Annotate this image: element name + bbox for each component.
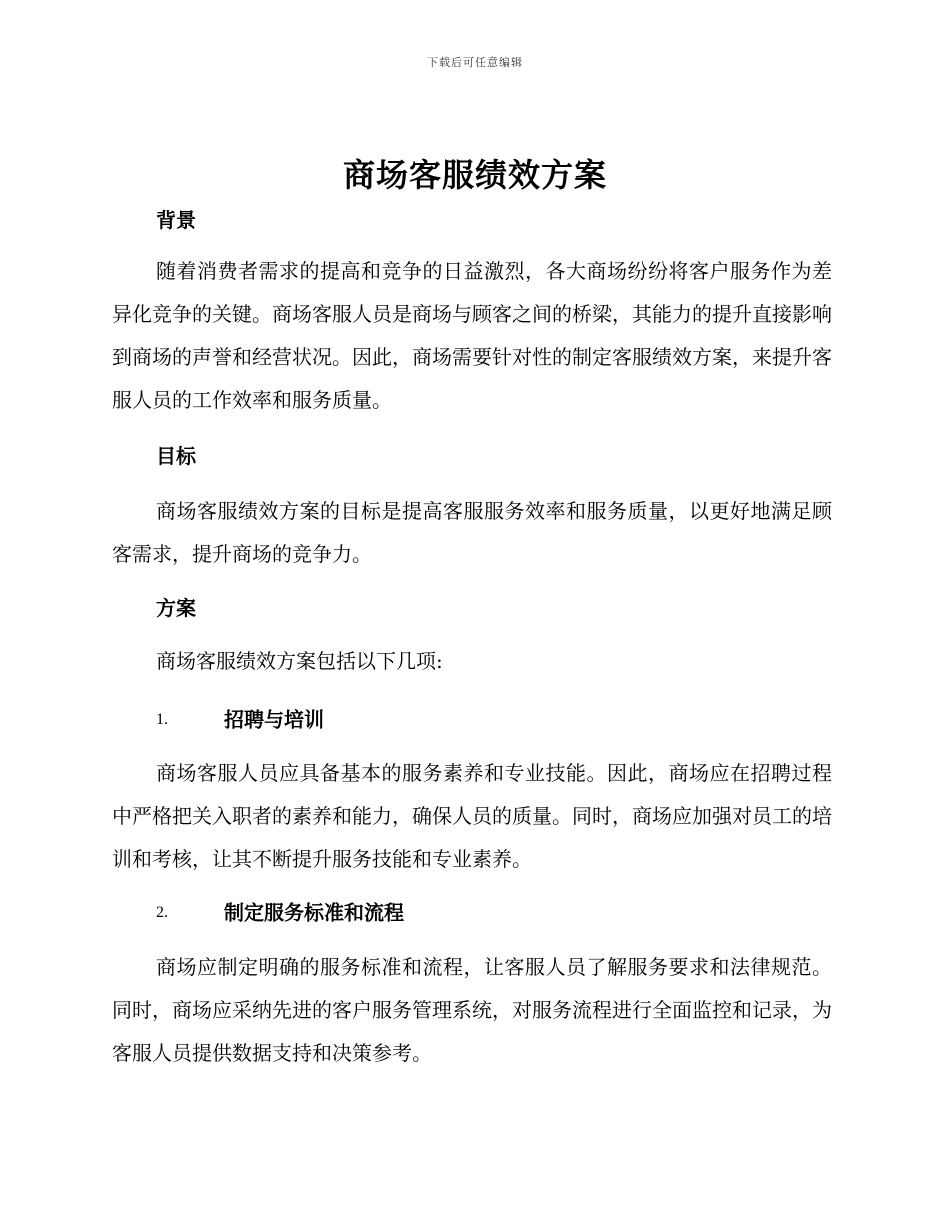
list-item-number: 2. (156, 903, 168, 921)
list-item-1-heading (156, 705, 324, 734)
list-item-1-paragraph: 商场客服人员应具备基本的服务素养和专业技能。因此，商场应在招聘过程中严格把关入职者的素养和能力，确保人员的质量。同时，商场应加强对员工的培训和考核，让其不断提升服务技能和专业素养。 (112, 761, 832, 871)
section-heading-plan: 方案 (156, 596, 196, 620)
list-item-number: 1. (156, 710, 168, 728)
section-heading-background: 背景 (156, 208, 196, 232)
list-item-title: 招聘与培训 (224, 707, 324, 732)
list-item-2-heading (156, 898, 404, 927)
list-item-2-paragraph: 商场应制定明确的服务标准和流程，让客服人员了解服务要求和法律规范。同时，商场应采纳先进的客户服务管理系统，对服务流程进行全面监控和记录，为客服人员提供数据支持和决策参考。 (112, 955, 832, 1065)
list-item-title: 制定服务标准和流程 (224, 900, 404, 925)
document-title: 商场客服绩效方案 (342, 156, 607, 194)
section-paragraph-background: 随着消费者需求的提高和竞争的日益激烈，各大商场纷纷将客户服务作为差异化竞争的关键。商场客服人员是商场与顾客之间的桥梁，其能力的提升直接影响到商场的声誉和经营状况。因此，商场需要针对性的制定客服绩效方案，来提升客服人员的工作效率和服务质量。 (112, 259, 832, 412)
section-heading-goal: 目标 (156, 444, 196, 468)
section-intro-plan: 商场客服绩效方案包括以下几项: (156, 649, 443, 673)
section-paragraph-goal: 商场客服绩效方案的目标是提高客服服务效率和服务质量，以更好地满足顾客需求，提升商场的竞争力。 (112, 499, 832, 566)
page-header: 下载后可任意编辑 (427, 56, 523, 69)
